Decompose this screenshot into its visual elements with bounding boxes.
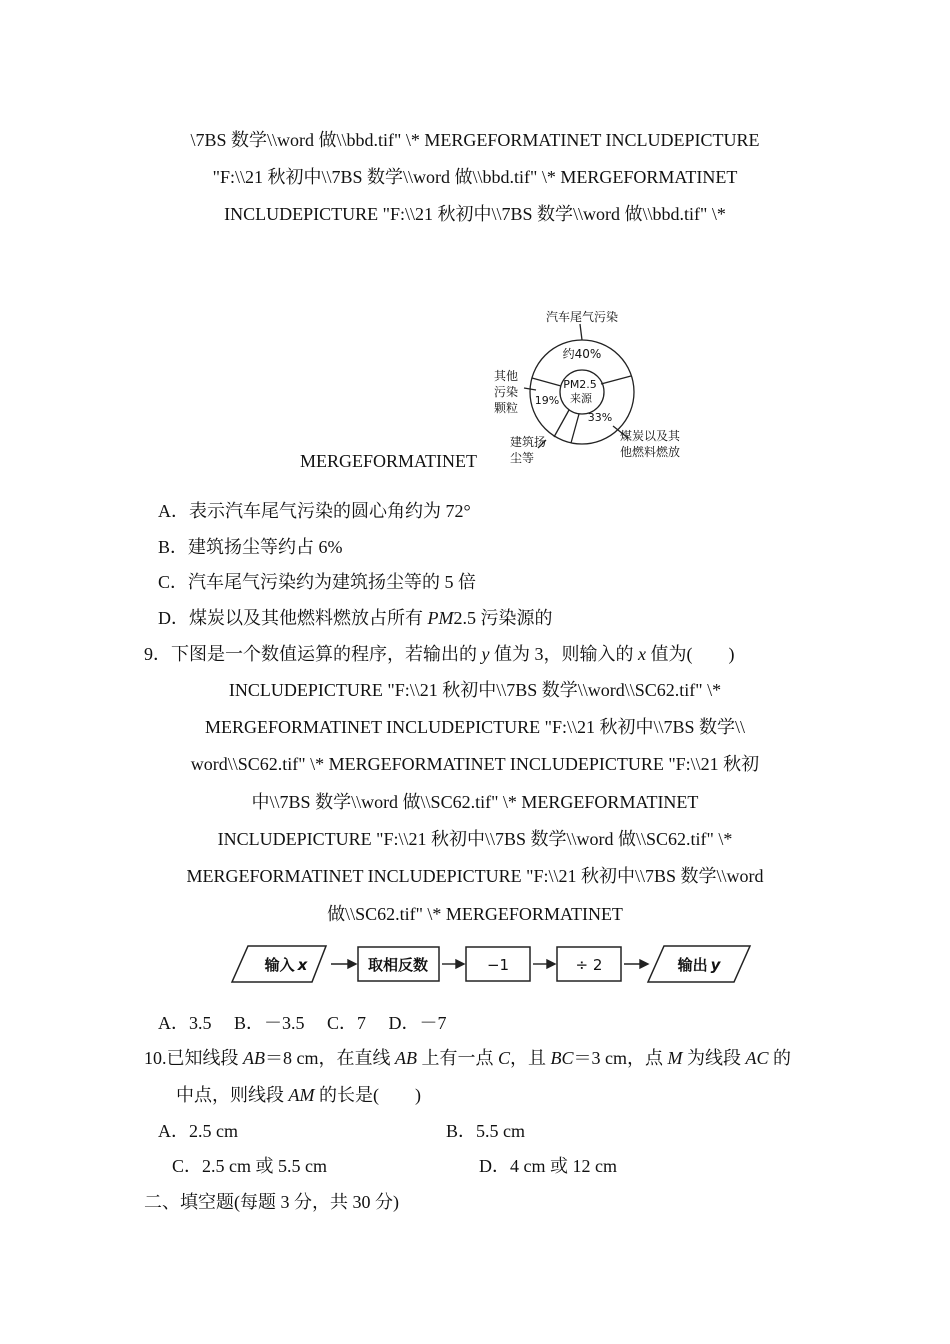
step-divide-label: ÷ 2 — [575, 956, 603, 974]
label-coal: 煤炭以及其 — [619, 429, 681, 443]
q9-options: A．3.5 B．－3.5 C．7 D．－7 — [158, 1013, 447, 1033]
code-line: "F:\\21 秋初中\\7BS 数学\\word 做\\bbd.tif" \* MERGEFORMATINET — [212, 167, 738, 187]
text-run: 已知线段 — [166, 1048, 243, 1068]
arrow-head — [547, 960, 555, 968]
code-line: MERGEFORMATINET INCLUDEPICTURE "F:\\21 秋初中\\7BS 数学\\word — [186, 866, 764, 886]
q10-option-a: A．2.5 cm — [158, 1121, 238, 1141]
q10-option-c: C．2.5 cm 或 5.5 cm — [172, 1156, 327, 1176]
math-variable: BC — [550, 1048, 574, 1068]
label-other: 其他 — [493, 369, 519, 383]
label-dust: 尘等 — [509, 451, 535, 465]
q10-stem-line1: 10.已知线段 AB＝8 cm，在直线 AB 上有一点 C，且 BC＝3 cm，点 M 为线段 AC 的 — [144, 1048, 792, 1068]
code-line: INCLUDEPICTURE "F:\\21 秋初中\\7BS 数学\\word 做\\bbd.tif" \* — [224, 204, 726, 224]
code-line: INCLUDEPICTURE "F:\\21 秋初中\\7BS 数学\\word\\SC62.tif" \* — [228, 680, 722, 700]
pie-divider — [554, 410, 569, 437]
label-car: 汽车尾气污染 — [545, 310, 619, 324]
q10-stem-line2 — [176, 1081, 421, 1107]
label-coal: 他燃料燃放 — [619, 445, 681, 459]
text-run: 中点，则线段 — [176, 1085, 289, 1105]
code-line: MERGEFORMATINET INCLUDEPICTURE "F:\\21 秋初中\\7BS 数学\\ — [204, 717, 746, 737]
output-label: 输出 y — [677, 956, 721, 974]
math-variable: M — [667, 1048, 683, 1068]
pie-divider — [601, 376, 631, 384]
arrow-head — [348, 960, 356, 968]
q10-option-b: B．5.5 cm — [446, 1121, 525, 1141]
math-variable: AB — [395, 1048, 417, 1068]
step-minus-one-label: −1 — [486, 956, 510, 974]
input-label: 输入 x — [264, 956, 308, 974]
text-run: ＝8 cm，在直线 — [265, 1048, 395, 1068]
value-coal: 33% — [587, 411, 613, 424]
text-run: 为线段 — [682, 1048, 746, 1068]
value-car: 约40% — [562, 347, 602, 361]
step-negate-label: 取相反数 — [367, 956, 429, 974]
math-variable: AB — [243, 1048, 265, 1068]
code-line: 中\\7BS 数学\\word 做\\SC62.tif" \* MERGEFORMATINET — [251, 792, 699, 812]
q8-option-a: A．表示汽车尾气污染的圆心角约为 72° — [158, 501, 471, 521]
arrow-head — [640, 960, 648, 968]
center-label: PM2.5 — [563, 378, 597, 391]
label-other: 颗粒 — [493, 401, 519, 415]
code-line: INCLUDEPICTURE "F:\\21 秋初中\\7BS 数学\\word 做\\SC62.tif" \* — [217, 829, 733, 849]
q10-option-d: D．4 cm 或 12 cm — [479, 1156, 617, 1176]
q8-option-b: B．建筑扬尘等约占 6% — [158, 537, 343, 557]
arrow-head — [456, 960, 464, 968]
pie-divider — [571, 414, 579, 443]
label-dust: 建筑扬 — [509, 435, 547, 449]
pm25-pie-figure — [480, 300, 700, 475]
center-label: 来源 — [570, 392, 592, 405]
code-line: word\\SC62.tif" \* MERGEFORMATINET INCLUDEPICTURE "F:\\21 秋初 — [190, 754, 760, 774]
value-other: 19% — [534, 394, 560, 407]
program-flowchart — [228, 942, 756, 986]
text-run: 的长是( ) — [314, 1085, 421, 1105]
q8-option-d: D．煤炭以及其他燃料燃放占所有 PM2.5 污染源的 — [158, 608, 553, 628]
q8-option-c: C．汽车尾气污染约为建筑扬尘等的 5 倍 — [158, 572, 477, 592]
pie-divider — [532, 378, 561, 386]
figure-caption: MERGEFORMATINET — [300, 451, 478, 471]
code-line: \7BS 数学\\word 做\\bbd.tif" \* MERGEFORMATINET INCLUDEPICTURE — [190, 130, 760, 150]
text-run: 的 — [768, 1048, 792, 1068]
code-line: 做\\SC62.tif" \* MERGEFORMATINET — [327, 904, 623, 924]
q9-stem: 9．下图是一个数值运算的程序，若输出的 y 值为 3，则输入的 x 值为( ) — [144, 644, 735, 664]
leader-line — [580, 324, 582, 340]
text-run: ＝3 cm，点 — [573, 1048, 668, 1068]
text-run: ，且 — [510, 1048, 551, 1068]
math-variable: C — [498, 1048, 511, 1068]
label-other: 污染 — [493, 385, 519, 399]
math-variable: AC — [745, 1048, 769, 1068]
math-variable: AM — [288, 1085, 315, 1105]
section-title: 二、填空题(每题 3 分，共 30 分) — [144, 1192, 399, 1212]
text-run: 上有一点 — [417, 1048, 498, 1068]
